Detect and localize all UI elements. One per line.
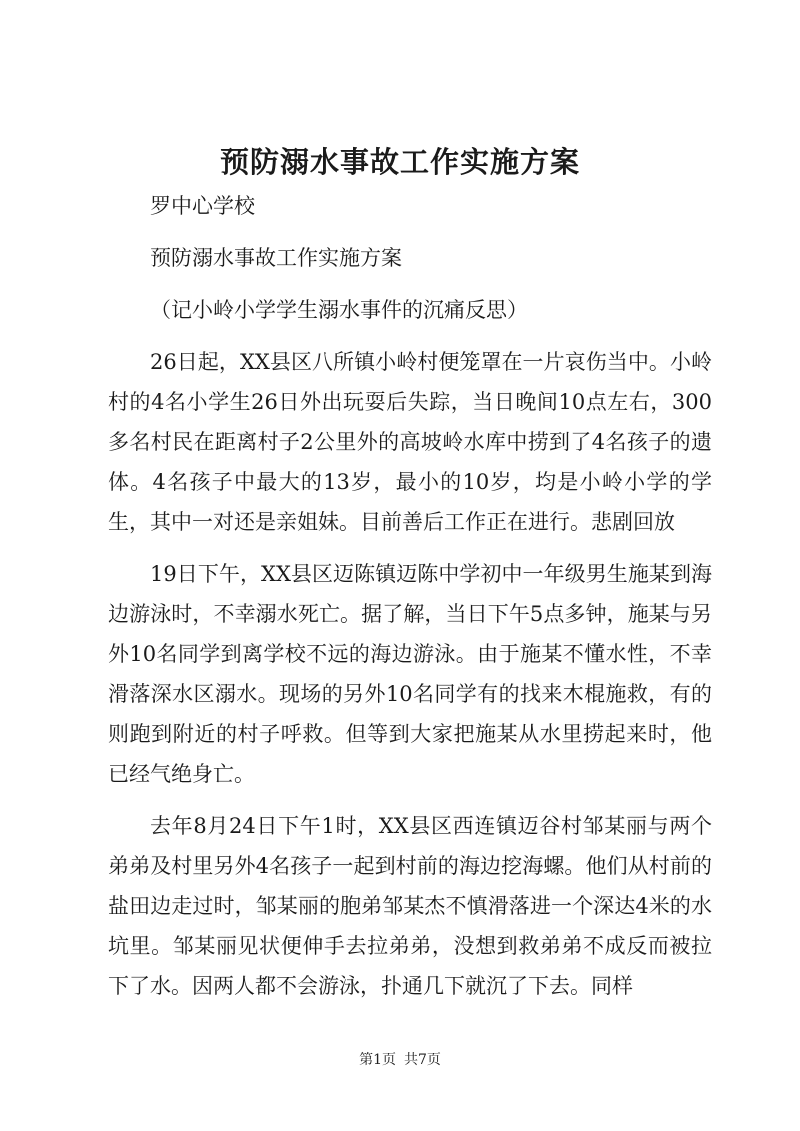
paragraph-reflection-note: （记小岭小学学生溺水事件的沉痛反思） [150, 298, 528, 322]
paragraph-incident-xiaoling: 26日起，XX县区八所镇小岭村便笼罩在一片哀伤当中。小岭村的4名小学生26日外出玩耍后失踪，当日晚间10点左右，300多名村民在距离村子2公里外的高坡岭水库中捞到了4名孩子的遗体。4名孩子中最大的13岁，最小的10岁，均是小岭小学的学生，其中一对还是亲姐妹。目前善后工作正在进行。悲剧回放 [108, 350, 712, 534]
page-number: 第1页 [359, 1052, 396, 1068]
paragraph-incident-maichen: 19日下午，XX县区迈陈镇迈陈中学初中一年级男生施某到海边游泳时，不幸溺水死亡。据了解，当日下午5点多钟，施某与另外10名同学到离学校不远的海边游泳。由于施某不懂水性，不幸滑落深水区溺水。现场的另外10名同学有的找来木棍施救，有的则跑到附近的村子呼救。但等到大家把施某从水里捞起来时，他已经气绝身亡。 [108, 562, 712, 786]
page-footer [0, 1050, 800, 1070]
page-total: 共7页 [404, 1052, 441, 1068]
paragraph-subtitle: 预防溺水事故工作实施方案 [150, 246, 402, 270]
document-body [108, 186, 712, 1006]
paragraph-school-name: 罗中心学校 [150, 194, 255, 218]
document-title: 预防溺水事故工作实施方案 [219, 145, 580, 179]
paragraph-incident-xilian: 去年8月24日下午1时，XX县区西连镇迈谷村邹某丽与两个弟弟及村里另外4名孩子一起到村前的海边挖海螺。他们从村前的盐田边走过时，邹某丽的胞弟邹某杰不慎滑落进一个深达4米的水坑里。邹某丽见状便伸手去拉弟弟，没想到救弟弟不成反而被拉下了水。因两人都不会游泳，扑通几下就沉了下去。同样 [108, 814, 712, 998]
